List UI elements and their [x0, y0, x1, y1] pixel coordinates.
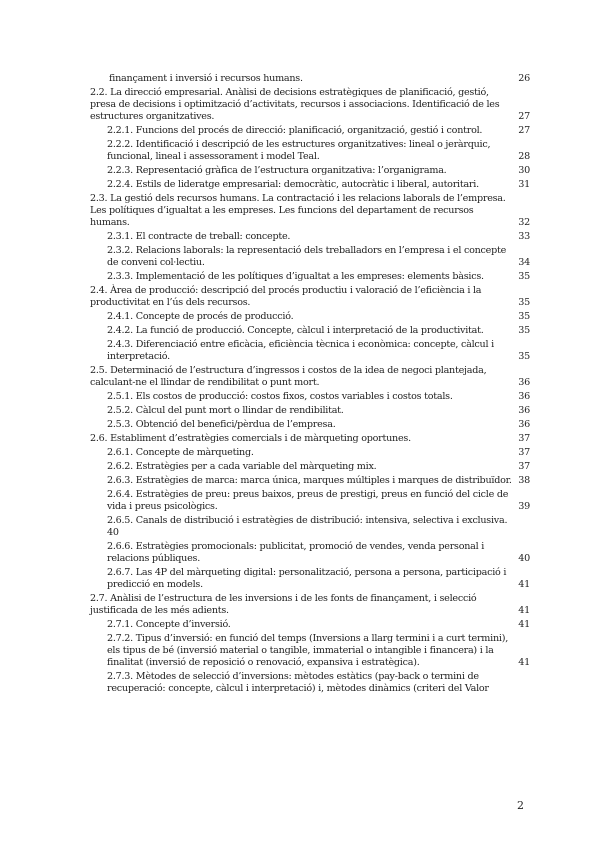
toc-entry: [107, 325, 530, 337]
toc-entry-page: 38: [518, 475, 530, 486]
toc-entry-title: 2.4. Àrea de producció: descripció del procés productiu i valoració de l’eficiència i la productivitat en l’ús dels recursos.: [90, 285, 482, 308]
toc-entry: [107, 271, 530, 283]
toc-entry-title: 2.6.5. Canals de distribució i estratègies de distribució: intensiva, selectiva i exclusiva. 40: [107, 515, 508, 538]
toc-entry-title: 2.6.7. Las 4P del màrqueting digital: personalització, persona a persona, participació i predicció en models.: [107, 567, 507, 590]
toc-entry: [109, 73, 530, 85]
toc-entry-page: 35: [518, 351, 530, 362]
toc-entry-page: 30: [518, 165, 530, 176]
toc-entry-page: 32: [518, 217, 530, 228]
toc-entry-page: 41: [518, 605, 530, 616]
toc-entry-title: 2.7.2. Tipus d’inversió: en funció del temps (Inversions a llarg termini i a curt termini), els tipus de bé (inversió material o tangible, immaterial o intangible i financera) i la finalitat (inversió de reposició o renovació, expansiva i estratègica).: [107, 633, 509, 668]
toc-entry-page: 26: [518, 73, 530, 84]
toc-entry-title: 2.2. La direcció empresarial. Anàlisi de decisions estratègiques de planificació, gestió, presa de decisions i optimització d’activitats, recursos i associacions. Identificació de les estructures organitzatives.: [90, 87, 500, 122]
toc-entry-title: 2.7. Anàlisi de l’estructura de les inversions i de les fonts de finançament, i selecció justificada de les més adients.: [90, 593, 477, 616]
toc-entry-title: 2.6. Establiment d’estratègies comercials i de màrqueting oportunes.: [90, 433, 411, 444]
table-of-contents: [90, 73, 530, 697]
toc-entry: [107, 391, 530, 403]
toc-entry-page: 35: [518, 271, 530, 282]
toc-entry: [107, 475, 530, 487]
toc-entry: [90, 433, 530, 445]
page-number: 2: [517, 799, 524, 812]
toc-entry-title: 2.3.2. Relacions laborals: la representació dels treballadors en l’empresa i el concepte de conveni col·lectiu.: [107, 245, 507, 268]
toc-entry-page: 35: [518, 325, 530, 336]
toc-entry-title: 2.4.2. La funció de producció. Concepte, càlcul i interpretació de la productivitat.: [107, 325, 484, 336]
toc-entry: [107, 567, 530, 591]
toc-entry: [107, 671, 530, 695]
toc-entry-page: 36: [518, 405, 530, 416]
toc-entry-page: 39: [518, 501, 530, 512]
toc-entry-title: finançament i inversió i recursos humans.: [109, 73, 303, 84]
toc-entry: [107, 311, 530, 323]
toc-entry: [107, 419, 530, 431]
toc-entry-title: 2.5.2. Càlcul del punt mort o llindar de rendibilitat.: [107, 405, 344, 416]
toc-entry-page: 37: [518, 461, 530, 472]
toc-entry-title: 2.3. La gestió dels recursos humans. La contractació i les relacions laborals de l’empresa. Les polítiques d’igualtat a les empreses. Les funcions del departament de recursos humans.: [90, 193, 506, 228]
toc-entry-title: 2.2.3. Representació gràfica de l’estructura organitzativa: l’organigrama.: [107, 165, 447, 176]
toc-entry-page: 36: [518, 419, 530, 430]
toc-entry-page: 41: [518, 579, 530, 590]
toc-entry-page: 27: [518, 111, 530, 122]
toc-entry-title: 2.7.1. Concepte d’inversió.: [107, 619, 231, 630]
toc-entry: [90, 365, 530, 389]
toc-entry-title: 2.5.1. Els costos de producció: costos fixos, costos variables i costos totals.: [107, 391, 453, 402]
toc-entry-page: 33: [518, 231, 530, 242]
toc-entry-title: 2.3.1. El contracte de treball: concepte.: [107, 231, 291, 242]
toc-entry-title: 2.6.6. Estratègies promocionals: publicitat, promoció de vendes, venda personal i relacions públiques.: [107, 541, 485, 564]
toc-entry: [107, 619, 530, 631]
toc-entry-title: 2.5.3. Obtenció del benefici/pèrdua de l’empresa.: [107, 419, 336, 430]
toc-entry: [107, 515, 530, 539]
toc-entry-title: 2.4.1. Concepte de procés de producció.: [107, 311, 294, 322]
toc-entry-title: 2.7.3. Mètodes de selecció d’inversions: mètodes estàtics (pay-back o termini de recuperació: concepte, càlcul i interpretació) i, mètodes dinàmics (criteri del Valor: [107, 671, 489, 694]
toc-entry-title: 2.6.2. Estratègies per a cada variable del màrqueting mix.: [107, 461, 377, 472]
toc-entry: [107, 245, 530, 269]
toc-entry-title: 2.2.2. Identificació i descripció de les estructures organitzatives: lineal o jeràrquic, funcional, lineal i assessorament i model Teal.: [107, 139, 491, 162]
toc-entry-page: 36: [518, 391, 530, 402]
toc-entry: [107, 231, 530, 243]
toc-entry-page: 31: [518, 179, 530, 190]
toc-entry: [107, 165, 530, 177]
toc-entry: [90, 193, 530, 229]
toc-entry-title: 2.5. Determinació de l’estructura d’ingressos i costos de la idea de negoci plantejada, calculant-ne el llindar de rendibilitat o punt mort.: [90, 365, 487, 388]
toc-entry: [90, 593, 530, 617]
toc-entry-page: 35: [518, 297, 530, 308]
toc-entry: [107, 339, 530, 363]
toc-entry: [107, 139, 530, 163]
toc-entry-title: 2.3.3. Implementació de les polítiques d’igualtat a les empreses: elements bàsics.: [107, 271, 484, 282]
toc-entry-page: 41: [518, 619, 530, 630]
toc-entry: [90, 285, 530, 309]
toc-entry-page: 28: [518, 151, 530, 162]
toc-entry-title: 2.4.3. Diferenciació entre eficàcia, eficiència tècnica i econòmica: concepte, càlcul i interpretació.: [107, 339, 494, 362]
toc-entry-page: 35: [518, 311, 530, 322]
toc-entry-title: 2.6.3. Estratègies de marca: marca única, marques múltiples i marques de distribuïdor.: [107, 475, 512, 486]
toc-entry: [107, 461, 530, 473]
toc-entry-page: 34: [518, 257, 530, 268]
toc-entry-title: 2.6.1. Concepte de màrqueting.: [107, 447, 254, 458]
toc-entry: [107, 633, 530, 669]
toc-entry: [107, 179, 530, 191]
toc-entry: [107, 405, 530, 417]
toc-entry-page: 37: [518, 433, 530, 444]
toc-entry-page: 36: [518, 377, 530, 388]
toc-entry-title: 2.2.4. Estils de lideratge empresarial: democràtic, autocràtic i liberal, autoritari.: [107, 179, 479, 190]
toc-entry: [107, 489, 530, 513]
toc-entry-page: 41: [518, 657, 530, 668]
toc-entry: [90, 87, 530, 123]
toc-entry: [107, 125, 530, 137]
toc-entry: [107, 447, 530, 459]
toc-entry-title: 2.6.4. Estratègies de preu: preus baixos, preus de prestigi, preus en funció del cicle de vida i preus psicològics.: [107, 489, 509, 512]
toc-entry-title: 2.2.1. Funcions del procés de direcció: planificació, organització, gestió i control.: [107, 125, 483, 136]
toc-entry-page: 27: [518, 125, 530, 136]
toc-entry: [107, 541, 530, 565]
toc-entry-page: 37: [518, 447, 530, 458]
toc-entry-page: 40: [518, 553, 530, 564]
